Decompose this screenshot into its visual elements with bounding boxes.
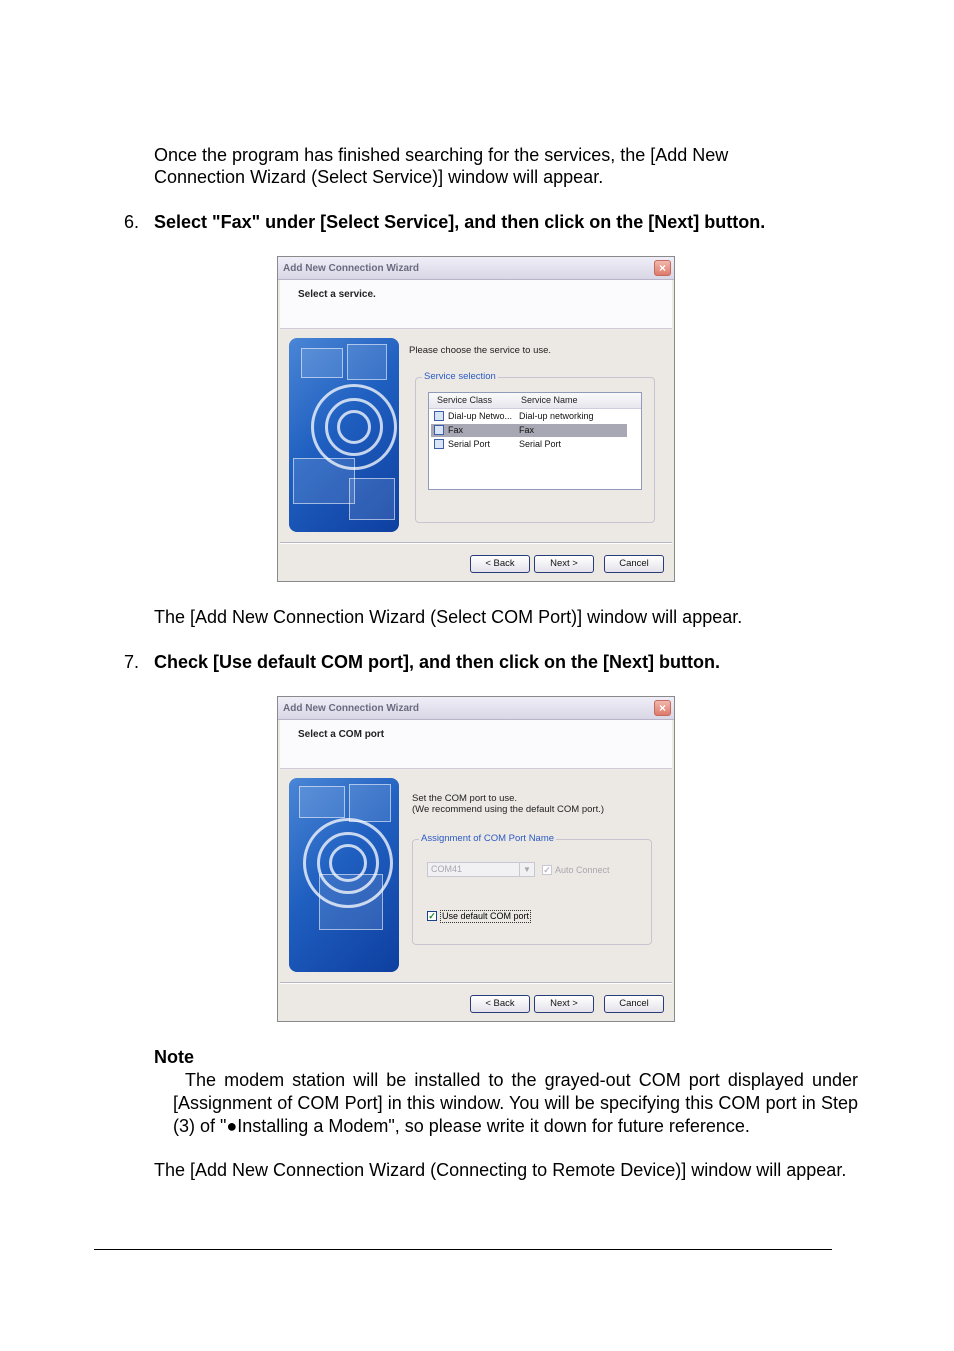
wizard-footer xyxy=(280,544,672,579)
auto-connect-label: Auto Connect xyxy=(555,865,610,875)
wizard-body xyxy=(280,769,672,981)
chevron-down-icon: ▼ xyxy=(519,863,534,876)
wireless-illustration-icon xyxy=(289,338,399,532)
service-selection-group xyxy=(415,371,655,523)
group-label: Assignment of COM Port Name xyxy=(421,833,555,844)
step-text: Check [Use default COM port], and then click on the [Next] button. xyxy=(154,652,721,672)
dialup-icon xyxy=(434,411,444,421)
note-body: The modem station will be installed to the grayed-out COM port displayed under [Assignment of COM Port] in this window. You will be specifying this COM port in Step (3) of "●Installing a Modem", so please write it down for future reference. xyxy=(173,1070,858,1136)
group-label: Service selection xyxy=(424,371,496,382)
title-bar xyxy=(278,697,674,720)
close-icon[interactable]: × xyxy=(654,260,671,276)
step-number: 6. xyxy=(124,212,140,232)
list-item[interactable]: Serial Port Serial Port xyxy=(431,438,627,451)
wizard-header xyxy=(280,720,672,769)
window-title: Add New Connection Wizard xyxy=(283,263,420,274)
title-bar xyxy=(278,257,674,280)
window-title: Add New Connection Wizard xyxy=(283,703,420,714)
wizard-footer xyxy=(280,984,672,1019)
close-icon[interactable]: × xyxy=(654,700,671,716)
use-default-com-port-label: Use default COM port xyxy=(442,911,530,921)
instruction-text: Please choose the service to use. xyxy=(409,345,552,356)
next-button[interactable]: Next > xyxy=(534,995,594,1013)
intro-paragraph: Once the program has finished searching for the services, the [Add New Connection Wizard (Select Service)] window will appear. xyxy=(154,145,729,187)
com-port-select[interactable]: COM41 ▼ xyxy=(427,862,535,877)
next-button[interactable]: Next > xyxy=(534,555,594,573)
service-list[interactable] xyxy=(428,392,642,490)
header-text: Select a service. xyxy=(298,289,376,300)
wizard-body xyxy=(280,329,672,541)
back-button[interactable]: < Back xyxy=(470,555,530,573)
instruction-text-1: Set the COM port to use. xyxy=(412,793,518,804)
wizard-header xyxy=(280,280,672,329)
note-title: Note xyxy=(154,1047,194,1067)
back-button[interactable]: < Back xyxy=(470,995,530,1013)
column-header-class[interactable]: Service Class xyxy=(437,395,493,405)
footer-rule xyxy=(94,1249,832,1250)
auto-connect-checkbox[interactable]: ✓ xyxy=(543,865,551,875)
wizard-select-service xyxy=(277,256,675,582)
use-default-com-port-checkbox[interactable]: ✓ xyxy=(428,911,436,921)
serial-port-icon xyxy=(434,439,444,449)
cancel-button[interactable]: Cancel xyxy=(604,995,664,1013)
after-wizard1-text: The [Add New Connection Wizard (Select COM Port)] window will appear. xyxy=(154,607,743,627)
wizard-select-com-port xyxy=(277,696,675,1022)
instruction-text-2: (We recommend using the default COM port.) xyxy=(412,804,605,815)
column-header-name[interactable]: Service Name xyxy=(521,395,578,405)
list-item[interactable]: Dial-up Netwo... Dial-up networking xyxy=(431,410,627,423)
cancel-button[interactable]: Cancel xyxy=(604,555,664,573)
list-item-fax-selected[interactable]: Fax Fax xyxy=(431,424,627,437)
list-header xyxy=(429,393,641,409)
closing-paragraph: The [Add New Connection Wizard (Connecting to Remote Device)] window will appear. xyxy=(154,1160,847,1180)
step-text: Select "Fax" under [Select Service], and then click on the [Next] button. xyxy=(154,212,766,232)
wireless-keypad-illustration-icon xyxy=(289,778,399,972)
step-number: 7. xyxy=(124,652,140,672)
header-text: Select a COM port xyxy=(298,729,385,740)
fax-icon xyxy=(434,425,444,435)
com-port-assignment-group xyxy=(412,833,652,945)
